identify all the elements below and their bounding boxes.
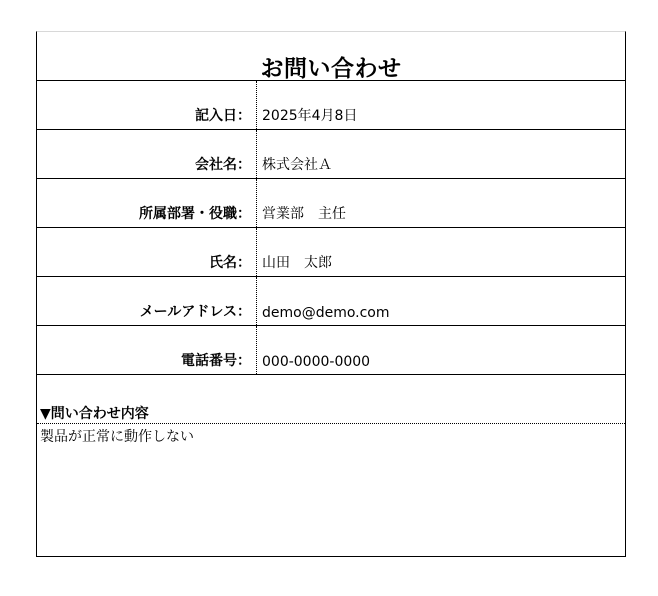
title-row (37, 32, 625, 81)
name-value[interactable]: 山田 太郎 (262, 255, 332, 271)
company-value[interactable]: 株式会社Ａ (262, 157, 332, 173)
email-value[interactable]: demo@demo.com (262, 305, 390, 321)
field-row-company (37, 130, 625, 179)
field-divider (256, 130, 257, 178)
email-label: メールアドレス： (139, 304, 251, 320)
inquiry-content[interactable]: 製品が正常に動作しない (40, 429, 194, 445)
date-value[interactable]: 2025年4月8日 (262, 108, 358, 124)
field-row-date (37, 81, 625, 130)
field-row-name (37, 228, 625, 277)
inquiry-divider (37, 423, 625, 424)
field-divider (256, 81, 257, 129)
field-row-email (37, 277, 625, 326)
inquiry-form-sheet (36, 31, 626, 557)
page-title: お問い合わせ (260, 56, 402, 82)
name-label: 氏名： (209, 255, 251, 271)
field-row-department (37, 179, 625, 228)
field-divider (256, 277, 257, 325)
field-row-phone (37, 326, 625, 375)
field-divider (256, 179, 257, 227)
phone-label: 電話番号： (181, 353, 251, 369)
date-label: 記入日： (195, 108, 251, 124)
phone-value[interactable]: 000-0000-0000 (262, 354, 371, 370)
inquiry-heading: ▼問い合わせ内容 (40, 406, 149, 422)
department-label: 所属部署・役職： (139, 206, 251, 222)
field-divider (256, 326, 257, 374)
department-value[interactable]: 営業部 主任 (262, 206, 346, 222)
company-label: 会社名： (195, 157, 251, 173)
field-divider (256, 228, 257, 276)
